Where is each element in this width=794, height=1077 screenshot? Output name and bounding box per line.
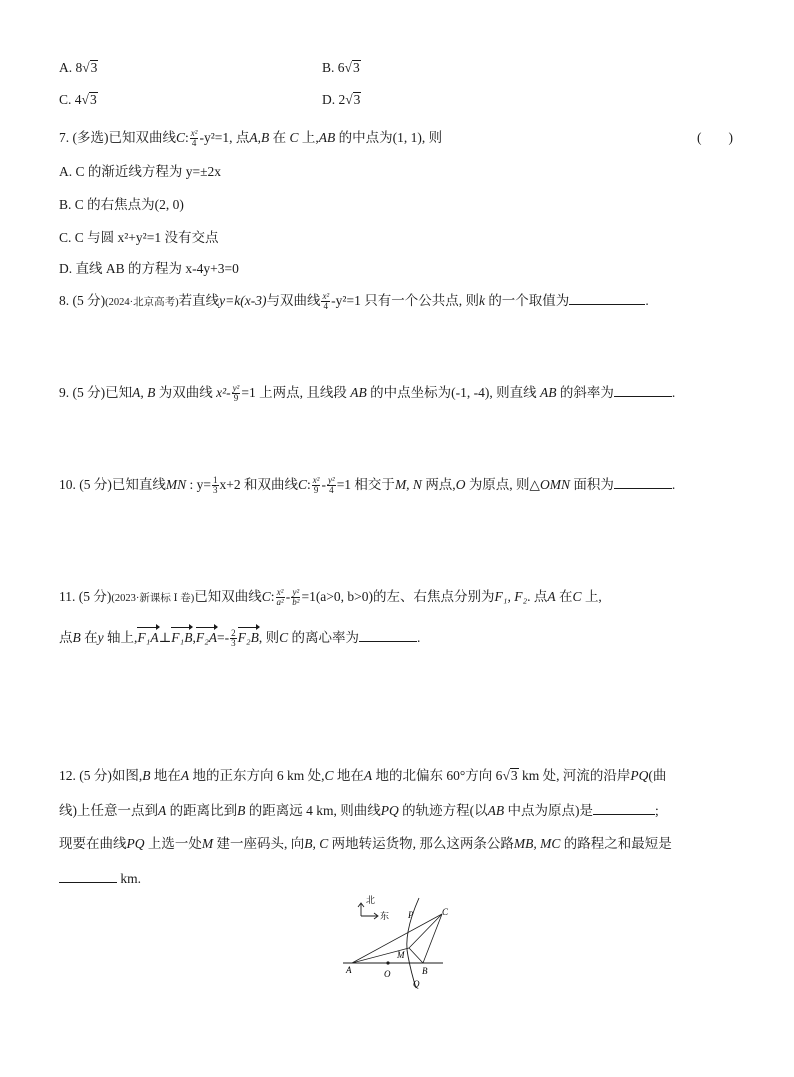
text: 中点为原点)是: [504, 803, 594, 818]
radicand: 3: [89, 92, 97, 107]
denominator: 3: [231, 638, 236, 649]
east-arrow: [361, 913, 378, 919]
numerator: 1: [213, 475, 218, 486]
denominator: a²: [276, 597, 284, 608]
denominator: 4: [329, 485, 334, 496]
line-mc: [409, 914, 442, 948]
math-var: C: [298, 477, 308, 492]
label-p: P: [408, 910, 414, 920]
q7-option-d: D. 直线 AB 的方程为 x-4y+3=0: [59, 261, 239, 276]
text: .: [416, 630, 421, 645]
text: 11. (5 分): [59, 589, 112, 604]
answer-blank[interactable]: [359, 627, 417, 642]
q12-stem-line2: [59, 800, 659, 821]
text: 的距离比到: [166, 803, 238, 818]
text: 已知双曲线: [194, 589, 262, 604]
math-var: A, B: [132, 385, 156, 400]
text: (曲: [648, 768, 667, 783]
source-tag: (2023·新课标 Ⅰ 卷): [111, 593, 195, 604]
q6-option-c: [59, 90, 98, 110]
q7-stem: [59, 128, 442, 148]
math-var: M, N: [394, 477, 422, 492]
label-a: A: [346, 965, 352, 975]
label-q: Q: [413, 979, 420, 989]
text: =1 上两点, 且线段: [241, 385, 351, 400]
source-tag: (2024·北京高考): [105, 297, 179, 308]
math-var: PQ: [380, 803, 399, 818]
q6-option-a: [59, 58, 98, 78]
text: 的中点为(1, 1), 则: [335, 130, 443, 145]
math-var: C: [572, 589, 582, 604]
north-label: 北: [366, 895, 376, 905]
east-label: 东: [380, 911, 390, 921]
math-var: k: [478, 293, 485, 308]
math-var: C: [261, 589, 271, 604]
text: =1 相交于: [336, 477, 395, 492]
text: 为原点, 则△: [465, 477, 540, 492]
text: ,: [192, 630, 196, 645]
text: 线)上任意一点到: [59, 803, 158, 818]
option-label: B. 6: [322, 60, 345, 75]
math-expr: x²-: [216, 385, 231, 400]
text: 的斜率为: [556, 385, 614, 400]
q9-stem: 9. (5 分)已知A, B 为双曲线 x²- $\frac{\text{y²}}{9}$ =1 上两点, 且线段 AB 的中点坐标为(-1, -4), 则直线 AB 的斜率为 .: [59, 383, 676, 404]
text: -: [285, 589, 291, 604]
q10-stem: 10. (5 分)已知直线MN : y= $\frac{1}{3}$ x+2 和双曲线C: $\frac{\text{x²}}{9}$ - $\frac{\text{y²}}{4}$ =1 相交于M, N 两点,O 为原点, 则△OMN 面积为 .: [59, 475, 676, 496]
numerator: y²: [327, 475, 335, 486]
text: -y²=1 只有一个公共点, 则: [331, 293, 479, 308]
numerator: x²: [276, 587, 284, 598]
math-var: AB: [318, 130, 336, 145]
sqrt-sign: √: [344, 60, 352, 75]
text: 地在: [333, 768, 364, 783]
math-var: y: [97, 630, 104, 645]
math-var: A: [363, 768, 373, 783]
sqrt-sign: √: [82, 60, 90, 75]
text: , 则: [258, 630, 280, 645]
q7-option-b: B. C 的右焦点为(2, 0): [59, 197, 184, 212]
text: 地在: [150, 768, 181, 783]
fraction: [276, 588, 285, 607]
text: ,: [257, 130, 262, 145]
text: 地的正东方向 6 km 处,: [189, 768, 325, 783]
label-m: M: [397, 950, 405, 960]
label-o: O: [384, 969, 391, 979]
answer-blank[interactable]: [569, 290, 645, 305]
text: 的距离远 4 km, 则曲线: [245, 803, 381, 818]
fraction: [291, 588, 300, 607]
text: km.: [120, 871, 142, 886]
denominator: 9: [313, 485, 319, 496]
line-mb: [409, 948, 423, 963]
label-b: B: [422, 966, 428, 976]
text: 建一座码头, 向: [213, 836, 305, 851]
fraction: [212, 476, 219, 495]
numerator: x²: [190, 128, 198, 139]
text: 在: [555, 589, 573, 604]
math-var: C: [289, 130, 299, 145]
text: :: [270, 589, 275, 604]
origin-point: [386, 961, 389, 964]
text: 在: [80, 630, 98, 645]
fraction: [312, 476, 321, 495]
q7-option-c: C. C 与圆 x²+y²=1 没有交点: [59, 230, 219, 245]
fraction: [321, 292, 330, 311]
label-c: C: [442, 907, 449, 917]
line-bc: [423, 914, 442, 963]
river-map-figure: [339, 892, 449, 992]
fraction: [190, 129, 199, 148]
text: 面积为: [569, 477, 614, 492]
q11-stem-line2: [59, 627, 420, 648]
math-var: B: [72, 630, 81, 645]
option-label: C. 4: [59, 92, 82, 107]
radicand: 3: [90, 60, 98, 75]
text: : y=: [186, 477, 211, 492]
text: 与双曲线: [266, 293, 321, 308]
text: 的一个取值为: [484, 293, 570, 308]
text: km 处, 河流的沿岸: [518, 768, 631, 783]
text: :: [185, 130, 189, 145]
text: ⊥: [158, 630, 172, 645]
option-label: A. 8: [59, 60, 83, 75]
text: 10. (5 分)已知直线: [59, 477, 166, 492]
option-label: D. 2: [322, 92, 346, 107]
math-var: B, C: [304, 836, 329, 851]
q12-stem-line1: [59, 766, 666, 786]
text: 上,: [298, 130, 319, 145]
sqrt-sign: √: [81, 92, 89, 107]
text: 上,: [581, 589, 602, 604]
text: 两点,: [421, 477, 456, 492]
answer-blank[interactable]: [614, 474, 672, 489]
q6-option-b: [322, 58, 361, 78]
math-var: AB: [350, 385, 367, 400]
answer-blank[interactable]: [614, 382, 672, 397]
text: 上选一处: [144, 836, 202, 851]
sqrt-sign: √: [345, 92, 353, 107]
text: 点: [59, 630, 73, 645]
math-var: MN: [165, 477, 187, 492]
text: 的中点坐标为(-1, -4), 则直线: [366, 385, 540, 400]
fraction: [232, 384, 241, 403]
math-var: C: [279, 630, 289, 645]
denominator: 9: [233, 393, 239, 404]
text: 8. (5 分): [59, 293, 106, 308]
vector: F₂A: [196, 628, 217, 648]
q6-option-d: [322, 90, 361, 110]
q8-stem: 8. (5 分)(2024·北京高考)若直线y=k(x-3)与双曲线 $\frac{\text{x²}}{4}$ -y²=1 只有一个公共点, 则k 的一个取值为 .: [59, 291, 649, 312]
answer-blank[interactable]: [593, 800, 655, 815]
math-var: B: [261, 130, 270, 145]
text: 9. (5 分)已知: [59, 385, 133, 400]
math-var: PQ: [630, 768, 649, 783]
math-var: A: [158, 803, 167, 818]
text: =1(a>0, b>0)的左、右焦点分别为: [301, 589, 495, 604]
answer-blank[interactable]: [59, 868, 117, 883]
answer-paren: ( ): [697, 130, 733, 145]
text: =-: [217, 630, 230, 645]
text: 轴上,: [103, 630, 138, 645]
text: 的轨迹方程(以: [398, 803, 488, 818]
denominator: 3: [213, 485, 218, 496]
q12-stem-line4: [59, 868, 141, 889]
math-var: OMN: [539, 477, 570, 492]
math-var: C: [176, 130, 186, 145]
numerator: y²: [232, 383, 240, 394]
numerator: x²: [312, 475, 320, 486]
fraction: [230, 629, 237, 648]
denominator: 4: [323, 301, 329, 312]
text: 两地转运货物, 那么这两条公路: [328, 836, 514, 851]
text: 现要在曲线: [59, 836, 127, 851]
denominator: b²: [292, 597, 300, 608]
vector: F₁A: [137, 628, 158, 648]
numerator: 2: [231, 628, 236, 639]
text: x+2 和双曲线: [219, 477, 298, 492]
q12-stem-line3: [59, 834, 672, 854]
vector: F₂B: [238, 628, 259, 648]
math-var: AB: [539, 385, 557, 400]
q11-stem-line1: [59, 587, 602, 609]
text: 地的北偏东 60°方向 6: [372, 768, 503, 783]
text: -y²=1, 点: [199, 130, 250, 145]
text: 在: [269, 130, 290, 145]
radicand: 3: [353, 92, 361, 107]
math-var: MB, MC: [513, 836, 561, 851]
math-var: O: [455, 477, 466, 492]
math-var: A: [180, 768, 190, 783]
north-arrow: [358, 903, 364, 916]
math-var: PQ: [126, 836, 145, 851]
text: 7. (多选)已知双曲线: [59, 130, 176, 145]
math-var: AB: [487, 803, 505, 818]
math-var: C: [324, 768, 334, 783]
math-var: A: [547, 589, 556, 604]
numerator: x²: [322, 291, 330, 302]
math-var: M: [201, 836, 214, 851]
text: 的路程之和最短是: [560, 836, 672, 851]
math-expr: y=k(x-3): [219, 293, 267, 308]
text: 若直线: [178, 293, 220, 308]
math-var: B: [142, 768, 151, 783]
radicand: 3: [510, 768, 518, 783]
vector: F₁B: [171, 628, 192, 648]
text: . 点: [527, 589, 548, 604]
radicand: 3: [352, 60, 360, 75]
math-var: B: [237, 803, 246, 818]
denominator: 4: [191, 138, 197, 149]
numerator: y²: [292, 587, 300, 598]
math-var: F₁, F₂: [494, 589, 528, 604]
text: ;: [655, 803, 659, 818]
text: :: [307, 477, 311, 492]
text: 12. (5 分)如图,: [59, 768, 143, 783]
text: -: [321, 477, 326, 492]
fraction: [327, 476, 336, 495]
math-var: A: [249, 130, 258, 145]
text: 的离心率为: [288, 630, 359, 645]
sqrt-sign: √: [502, 768, 510, 783]
text: 为双曲线: [155, 385, 217, 400]
q7-option-a: A. C 的渐近线方程为 y=±2x: [59, 164, 222, 179]
